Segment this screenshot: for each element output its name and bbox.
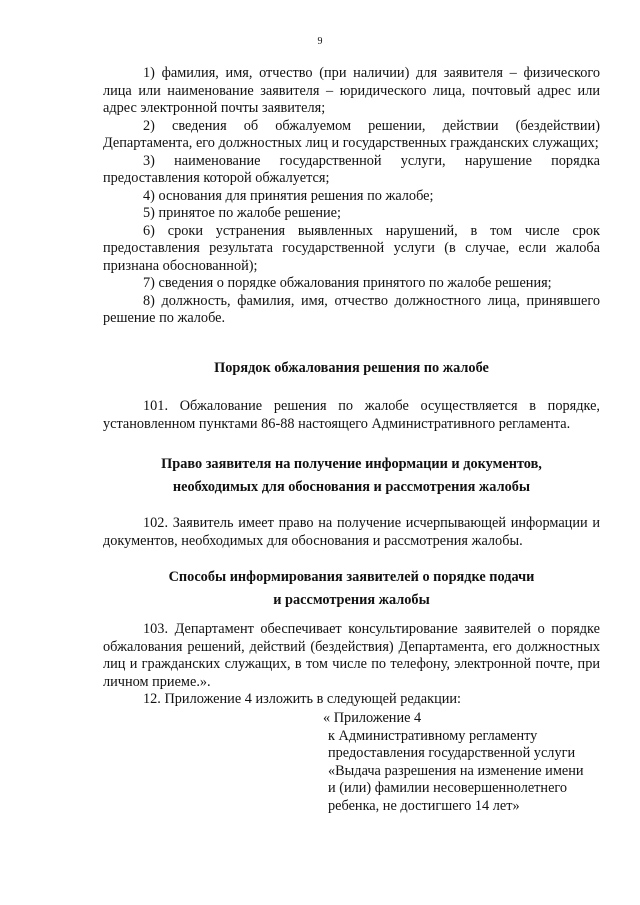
annex-line: « Приложение 4 bbox=[323, 710, 422, 726]
list-item: 2) сведения об обжалуемом решении, действии (бездействии) Департамента, его должностных лиц и государственных гражданских служащих; bbox=[103, 117, 600, 151]
heading-line: Способы информирования заявителей о порядке подачи bbox=[168, 569, 535, 585]
section-heading-informing-methods bbox=[103, 566, 600, 612]
list-item: 5) принятое по жалобе решение; bbox=[143, 205, 341, 221]
annex-line: к Административному регламенту bbox=[328, 727, 538, 744]
paragraph-102 bbox=[103, 515, 600, 550]
paragraph-103-and-12 bbox=[103, 621, 600, 709]
annex-line: и (или) фамилии несовершеннолетнего bbox=[328, 780, 568, 796]
list-item: 4) основания для принятия решения по жалобе; bbox=[143, 187, 434, 204]
heading-line: необходимых для обоснования и рассмотрения жалобы bbox=[172, 479, 531, 495]
paragraph-101 bbox=[103, 398, 600, 433]
list-item: 1) фамилия, имя, отчество (при наличии) для заявителя – физического лица или наименование заявителя – юридического лица, почтовый адрес или адрес электронной почты заявителя; bbox=[103, 65, 600, 116]
annex-line: «Выдача разрешения на изменение имени bbox=[328, 762, 584, 779]
list-item: 7) сведения о порядке обжалования принятого по жалобе решения; bbox=[143, 275, 552, 291]
paragraph: 103. Департамент обеспечивает консультирование заявителей о порядке обжалования решений, действий (бездействия) Департамента, его должностных лиц и гражданских служащих, в том числе по телефону, электронной почте, при личном приеме.». bbox=[103, 621, 600, 690]
annex-line: предоставления государственной услуги bbox=[328, 745, 576, 761]
section-heading-appeal-order bbox=[103, 357, 600, 380]
annex-line: ребенка, не достигшего 14 лет» bbox=[328, 797, 520, 814]
heading-line: и рассмотрения жалобы bbox=[273, 592, 430, 608]
page-number: 9 bbox=[317, 36, 323, 47]
annex-4-header bbox=[323, 710, 603, 815]
paragraph: 12. Приложение 4 изложить в следующей редакции: bbox=[143, 691, 462, 707]
paragraph: 102. Заявитель имеет право на получение исчерпывающей информации и документов, необходимых для обоснования и рассмотрения жалобы. bbox=[103, 515, 600, 549]
heading-line: Право заявителя на получение информации и документов, bbox=[161, 456, 542, 472]
list-item: 8) должность, фамилия, имя, отчество должностного лица, принявшего решение по жалобе. bbox=[103, 292, 600, 326]
heading-line: Порядок обжалования решения по жалобе bbox=[214, 360, 489, 376]
section-heading-right-to-information bbox=[103, 453, 600, 499]
list-item: 6) сроки устранения выявленных нарушений, в том числе срок предоставления результата государственной услуги (в случае, если жалоба признана обоснованной); bbox=[103, 222, 600, 274]
complaint-decision-contents-list bbox=[103, 65, 600, 328]
paragraph: 101. Обжалование решения по жалобе осуществляется в порядке, установленном пунктами 86-88 настоящего Административного регламента. bbox=[103, 398, 600, 432]
list-item: 3) наименование государственной услуги, нарушение порядка предоставления которой обжалуется; bbox=[103, 152, 600, 186]
